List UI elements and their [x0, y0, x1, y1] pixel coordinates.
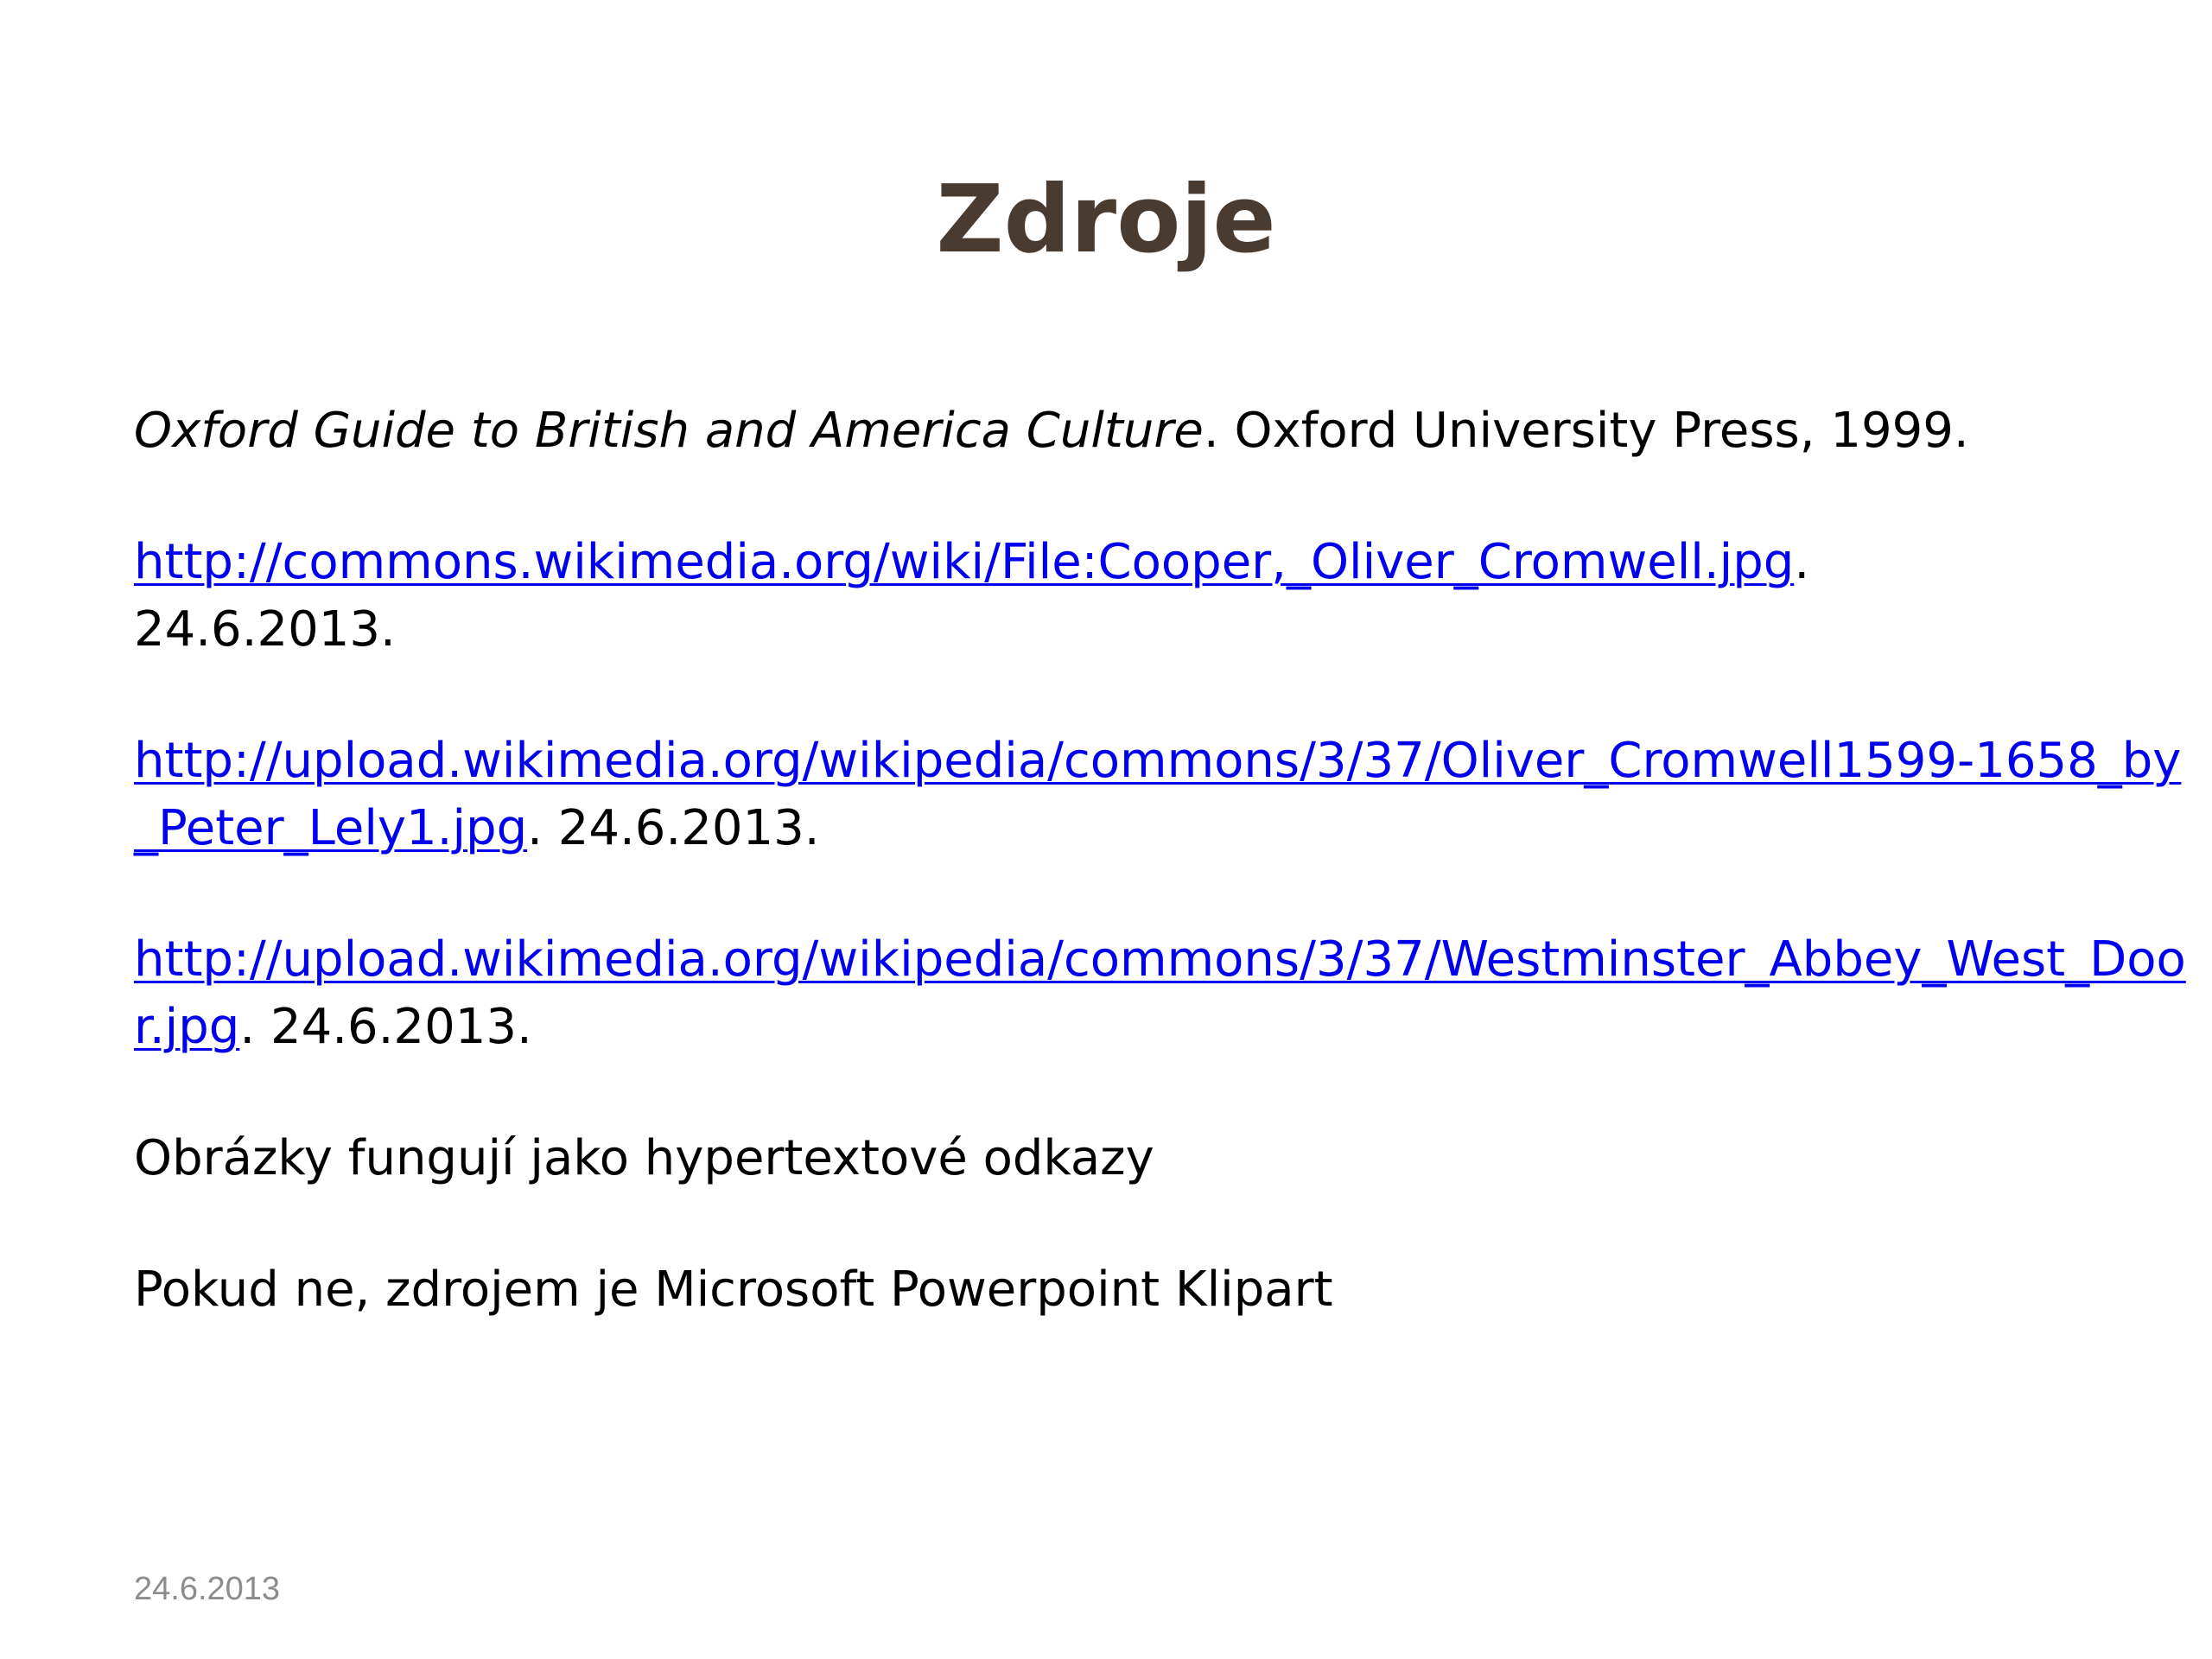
source-link-westminster[interactable]: http://upload.wikimedia.org/wikipedia/commons/3/37/Westminster_Abbey_West_Door.jpg [134, 931, 2186, 1055]
footer-date: 24.6.2013 [134, 1571, 281, 1607]
source-entry-oxford [134, 397, 2190, 465]
source-punctuation: . [1794, 534, 1810, 590]
source-book-title: Oxford Guide to British and America Culture [134, 403, 1204, 459]
source-access-date: . 24.6.2013. [527, 800, 820, 856]
source-publisher: . Oxford University Press, 1999. [1203, 403, 1969, 459]
source-entry-cooper-cromwell [134, 529, 2190, 664]
source-link-lely-cromwell[interactable]: http://upload.wikimedia.org/wikipedia/commons/3/37/Oliver_Cromwell1599-1658_by_Peter_Lely1.jpg [134, 733, 2182, 856]
slide-title: Zdroje [936, 166, 1276, 274]
sources-list [134, 397, 2190, 1324]
source-access-date: 24.6.2013. [134, 601, 396, 658]
source-entry-lely-cromwell [134, 728, 2190, 862]
source-entry-westminster [134, 926, 2190, 1061]
source-access-date: . 24.6.2013. [239, 999, 532, 1055]
note-images-as-links: Obrázky fungují jako hypertextové odkazy [134, 1130, 1154, 1186]
source-link-cooper-cromwell[interactable]: http://commons.wikimedia.org/wiki/File:Cooper,_Oliver_Cromwell.jpg [134, 534, 1795, 590]
note-clipart-source: Pokud ne, zdrojem je Microsoft Powerpoint Klipart [134, 1262, 1333, 1318]
